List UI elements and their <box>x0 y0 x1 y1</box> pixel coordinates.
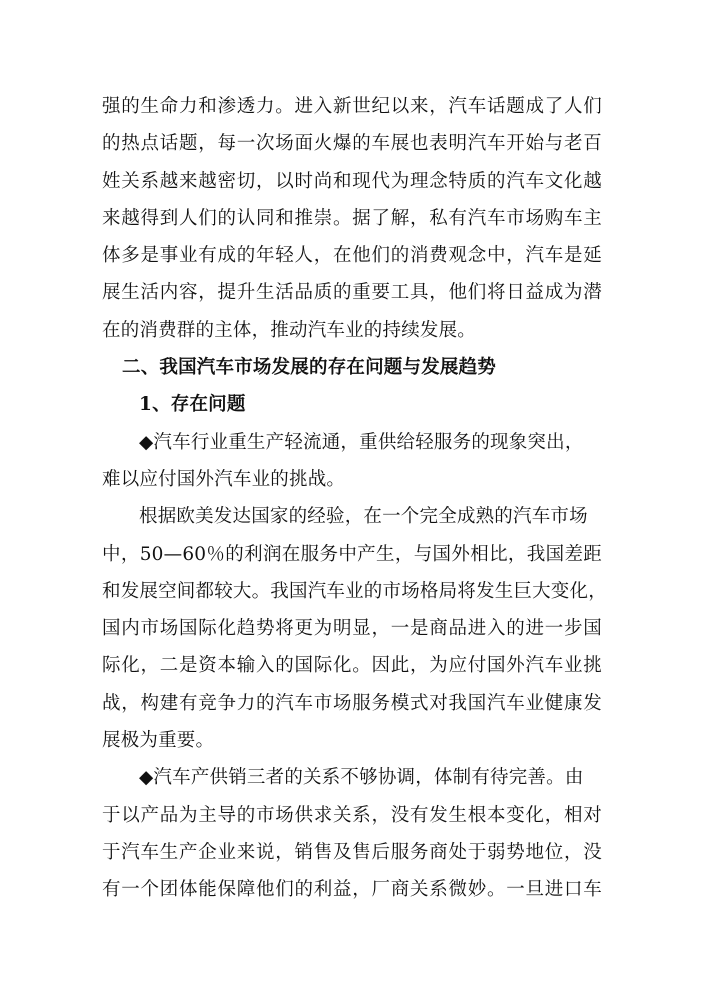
document-body <box>102 88 607 909</box>
section-heading: 二、我国汽车市场发展的存在问题与发展趋势 <box>122 357 497 379</box>
paragraph-line: 来越得到人们的认同和推崇。据了解，私有汽车市场购车主 <box>102 207 602 229</box>
paragraph-line: 于汽车生产企业来说，销售及售后服务商处于弱势地位，没 <box>102 841 602 863</box>
paragraph-line: 展极为重要。 <box>102 730 215 752</box>
paragraph-line: 和发展空间都较大。我国汽车业的市场格局将发生巨大变化， <box>102 580 607 602</box>
paragraph-line: 际化，二是资本输入的国际化。因此，为应付国外汽车业挑 <box>102 655 602 677</box>
paragraph-line: 中，50—60％的利润在服务中产生，与国外相比，我国差距 <box>102 543 602 565</box>
paragraph-line: 根据欧美发达国家的经验，在一个完全成熟的汽车市场 <box>139 506 588 528</box>
paragraph-line: 的热点话题，每一次场面火爆的车展也表明汽车开始与老百 <box>102 133 602 155</box>
paragraph-line: 战，构建有竞争力的汽车市场服务模式对我国汽车业健康发 <box>102 692 602 714</box>
subsection-heading: 1、存在问题 <box>139 394 246 416</box>
paragraph-line: 国内市场国际化趋势将更为明显，一是商品进入的进一步国 <box>102 618 602 640</box>
paragraph-line: 难以应付国外汽车业的挑战。 <box>102 468 346 490</box>
paragraph-line: 体多是事业有成的年轻人，在他们的消费观念中，汽车是延 <box>102 245 602 267</box>
bullet-line: ◆汽车产供销三者的关系不够协调，体制有待完善。由 <box>139 767 584 789</box>
bullet-line: ◆汽车行业重生产轻流通，重供给轻服务的现象突出， <box>139 431 584 453</box>
paragraph-line: 有一个团体能保障他们的利益，厂商关系微妙。一旦进口车 <box>102 879 602 901</box>
paragraph-line: 于以产品为主导的市场供求关系，没有发生根本变化，相对 <box>102 804 602 826</box>
paragraph-line: 在的消费群的主体，推动汽车业的持续发展。 <box>102 319 477 341</box>
paragraph-line: 强的生命力和渗透力。进入新世纪以来，汽车话题成了人们 <box>102 96 602 117</box>
paragraph-line: 姓关系越来越密切，以时尚和现代为理念特质的汽车文化越 <box>102 170 602 192</box>
paragraph-line: 展生活内容，提升生活品质的重要工具，他们将日益成为潜 <box>102 282 602 304</box>
